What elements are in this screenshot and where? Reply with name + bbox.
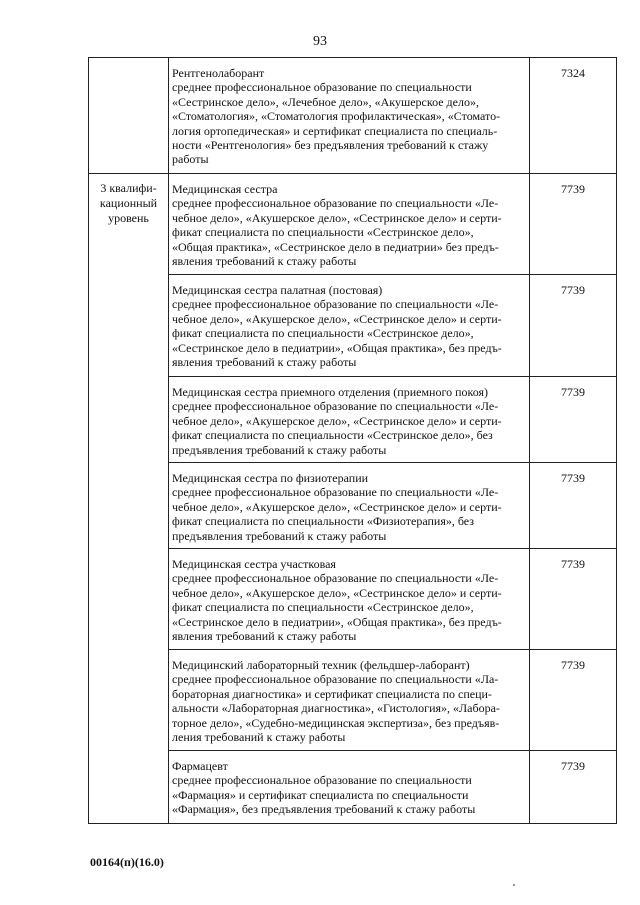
salary-amount: 7739 <box>561 471 585 485</box>
position-requirements: среднее профессиональное образование по специальности «Фармация» и сертификат специалиста по специальности «Фармация», без предъявления требований к стажу работы <box>172 773 476 817</box>
salary-amount: 7739 <box>561 182 585 196</box>
position-title: Медицинская сестра <box>172 182 278 196</box>
table-row <box>89 650 617 751</box>
position-requirements: среднее профессиональное образование по специальности «Ле- чебное дело», «Акушерское дело», «Сестринское дело» и серти- фикат специалиста по специальности «Сестринское дело», «Общая практика», «Сестринское дело в педиатрии» без предъ- явления требований к стажу работы <box>172 196 502 269</box>
position-title: Рентгенолаборант <box>172 66 265 80</box>
position-title: Медицинская сестра по физиотерапии <box>172 471 369 485</box>
amount-cell <box>530 174 617 275</box>
salary-amount: 7324 <box>561 66 585 80</box>
amount-cell <box>530 751 617 824</box>
table-row <box>89 549 617 650</box>
position-requirements: среднее профессиональное образование по специальности «Сестринское дело», «Лечебное дело», «Акушерское дело», «Стоматология», «Стоматология профилактическая», «Стомато- логия ортопедическая» и сертификат специалиста по специаль- ности «Рентгенология» без предъявления требований к стажу работы <box>172 80 501 167</box>
qualification-level-cell <box>89 58 169 174</box>
position-title: Медицинский лабораторный техник (фельдшер-лаборант) <box>172 658 470 672</box>
position-title: Медицинская сестра палатная (постовая) <box>172 283 383 297</box>
position-requirements: среднее профессиональное образование по специальности «Ле- чебное дело», «Акушерское дело», «Сестринское дело» и серти- фикат специалиста по специальности «Сестринское дело», «Сестринское дело в педиатрии», «Общая практика», без предъ- явления требований к стажу работы <box>172 297 502 370</box>
position-cell <box>169 751 530 824</box>
amount-cell <box>530 463 617 549</box>
scan-speck <box>513 884 515 886</box>
salary-amount: 7739 <box>561 385 585 399</box>
position-requirements: среднее профессиональное образование по специальности «Ла- бораторная диагностика» и сертификат специалиста по специ- альности «Лабораторная диагностика», «Гистология», «Лабора- торное дело», «Судебно-медицинская экспертиза», без предъяв- ления требований к стажу работы <box>172 672 500 745</box>
salary-amount: 7739 <box>561 557 585 571</box>
salary-amount: 7739 <box>561 658 585 672</box>
position-cell <box>169 377 530 463</box>
position-cell <box>169 174 530 275</box>
salary-table <box>88 57 617 824</box>
table-row <box>89 275 617 377</box>
table-row <box>89 463 617 549</box>
position-title: Фармацевт <box>172 759 228 773</box>
qualification-level-label <box>89 58 168 65</box>
amount-cell <box>530 650 617 751</box>
table-row <box>89 174 617 275</box>
table-row <box>89 377 617 463</box>
page-number: 93 <box>313 34 327 49</box>
qualification-level-label: 3 квалифи- кационный уровень <box>99 181 158 225</box>
document-code: 00164(п)(16.0) <box>90 855 164 869</box>
position-cell <box>169 275 530 377</box>
position-cell <box>169 549 530 650</box>
position-title: Медицинская сестра участковая <box>172 557 336 571</box>
salary-amount: 7739 <box>561 283 585 297</box>
position-cell <box>169 463 530 549</box>
qualification-level-cell <box>89 174 169 824</box>
position-cell <box>169 650 530 751</box>
amount-cell <box>530 275 617 377</box>
position-requirements: среднее профессиональное образование по специальности «Ле- чебное дело», «Акушерское дело», «Сестринское дело» и серти- фикат специалиста по специальности «Сестринское дело», без предъявления требований к стажу работы <box>172 399 502 457</box>
table-row <box>89 58 617 174</box>
table-row <box>89 751 617 824</box>
position-title: Медицинская сестра приемного отделения (приемного покоя) <box>172 385 489 399</box>
amount-cell <box>530 377 617 463</box>
amount-cell <box>530 549 617 650</box>
amount-cell <box>530 58 617 174</box>
position-cell <box>169 58 530 174</box>
position-requirements: среднее профессиональное образование по специальности «Ле- чебное дело», «Акушерское дело», «Сестринское дело» и серти- фикат специалиста по специальности «Физиотерапия», без предъявления требований к стажу работы <box>172 485 502 543</box>
salary-amount: 7739 <box>561 759 585 773</box>
position-requirements: среднее профессиональное образование по специальности «Ле- чебное дело», «Акушерское дело», «Сестринское дело» и серти- фикат специалиста по специальности «Сестринское дело», «Сестринское дело в педиатрии», «Общая практика», без предъ- явления требований к стажу работы <box>172 571 502 644</box>
